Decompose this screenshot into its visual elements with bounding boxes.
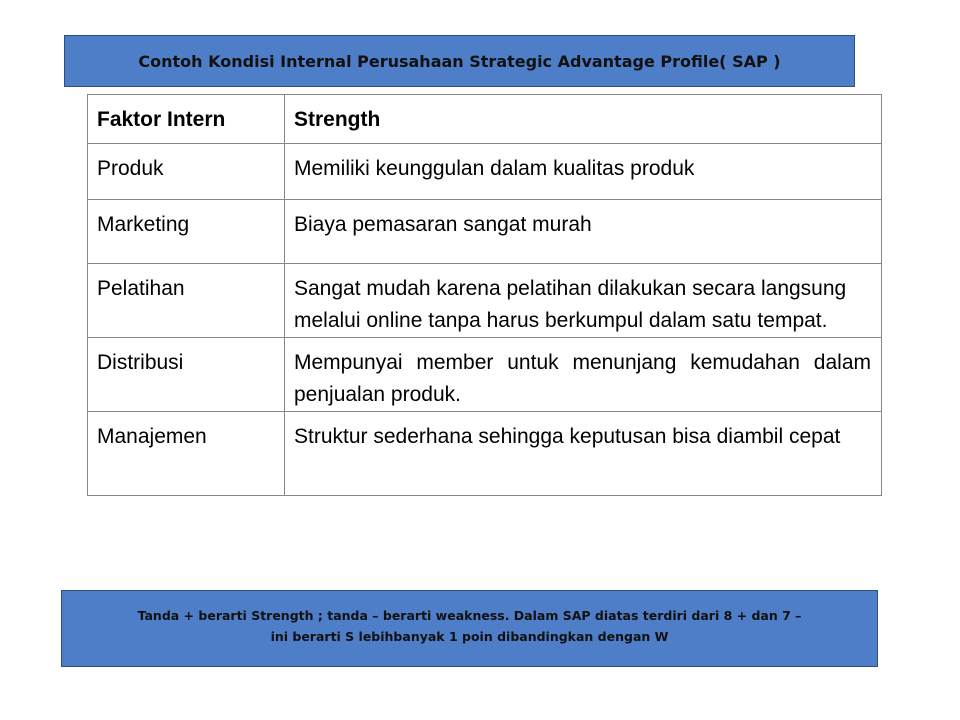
title-banner bbox=[64, 35, 855, 87]
sap-table bbox=[87, 94, 882, 496]
factor-cell: Marketing bbox=[88, 200, 285, 264]
factor-cell: Pelatihan bbox=[88, 264, 285, 338]
table-row bbox=[88, 338, 882, 412]
strength-cell: Mempunyai member untuk menunjang kemudahan dalam penjualan produk. bbox=[285, 338, 882, 412]
note-line-1: Tanda + berarti Strength ; tanda – berarti weakness. Dalam SAP diatas terdiri dari 8 + dan 7 – bbox=[137, 607, 802, 623]
strength-cell: Memiliki keunggulan dalam kualitas produk bbox=[285, 144, 882, 200]
slide-title: Contoh Kondisi Internal Perusahaan Strategic Advantage Profile( SAP ) bbox=[138, 51, 781, 71]
table-row bbox=[88, 200, 882, 264]
table-row bbox=[88, 144, 882, 200]
factor-cell: Manajemen bbox=[88, 412, 285, 496]
table-row bbox=[88, 412, 882, 496]
header-strength: Strength bbox=[285, 95, 882, 144]
factor-cell: Produk bbox=[88, 144, 285, 200]
strength-cell: Struktur sederhana sehingga keputusan bisa diambil cepat bbox=[285, 412, 882, 496]
factor-cell: Distribusi bbox=[88, 338, 285, 412]
note-banner bbox=[61, 590, 878, 667]
strength-cell: Sangat mudah karena pelatihan dilakukan secara langsung melalui online tanpa harus berkumpul dalam satu tempat. bbox=[285, 264, 882, 338]
table-row bbox=[88, 264, 882, 338]
header-faktor-intern: Faktor Intern bbox=[88, 95, 285, 144]
table-header-row bbox=[88, 95, 882, 144]
strength-cell: Biaya pemasaran sangat murah bbox=[285, 200, 882, 264]
note-line-2: ini berarti S lebihbanyak 1 poin dibandingkan dengan W bbox=[270, 628, 669, 644]
